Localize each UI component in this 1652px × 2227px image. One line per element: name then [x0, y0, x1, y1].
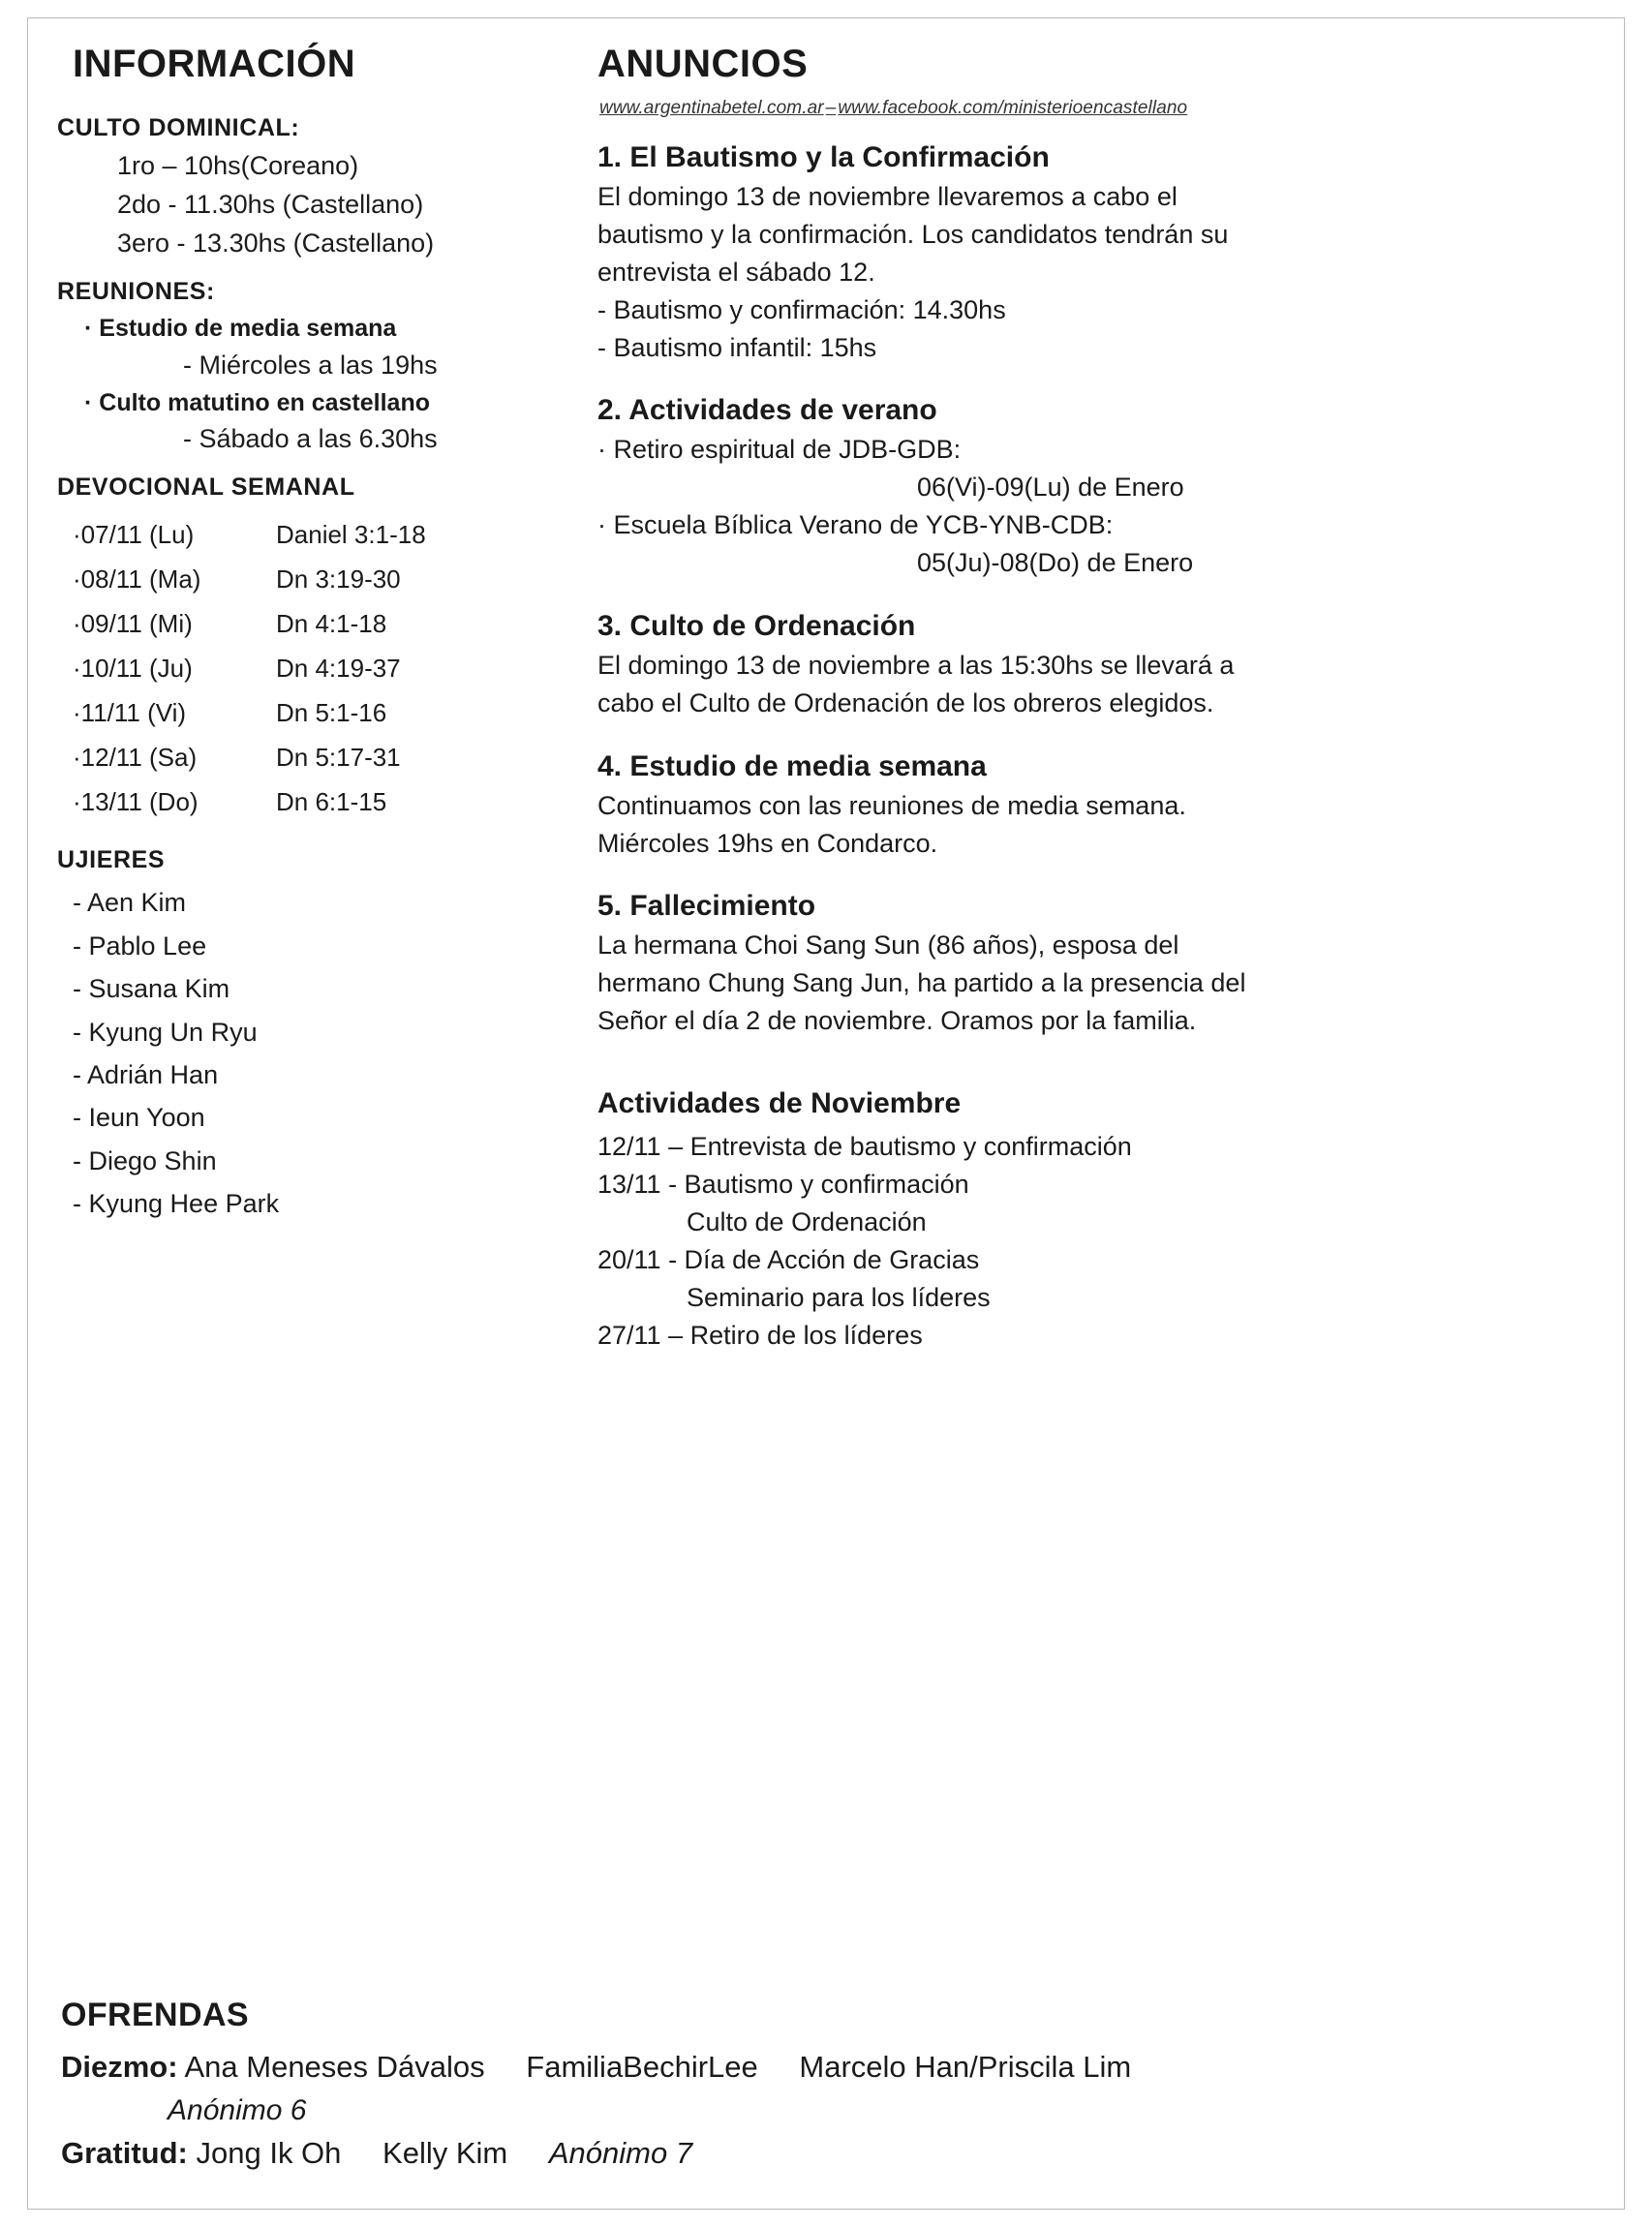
- actividad-item-sub: Seminario para los líderes: [687, 1283, 991, 1313]
- list-item: - Kyung Un Ryu: [73, 1017, 258, 1047]
- announcement-2-line: · Escuela Bíblica Verano de YCB-YNB-CDB:: [597, 510, 1114, 540]
- announcement-1-line: - Bautismo infantil: 15hs: [597, 332, 877, 362]
- announcement-3-line: El domingo 13 de noviembre a las 15:30hs se llevará a: [597, 650, 1235, 680]
- devocional-reading: Dn 4:1-18: [276, 609, 387, 639]
- list-item: - Susana Kim: [73, 974, 230, 1004]
- gratitud-label: Gratitud:: [61, 2135, 188, 2170]
- diezmo-anonymous: Anónimo 6: [168, 2093, 307, 2126]
- announcement-1-title: 1. El Bautismo y la Confirmación: [597, 141, 1050, 173]
- informacion-column: [57, 44, 580, 1226]
- announcement-2-date: 06(Vi)-09(Lu) de Enero: [917, 473, 1184, 503]
- announcement-2: [597, 391, 1595, 582]
- diezmo-name: FamiliaBechirLee: [526, 2050, 758, 2085]
- bullet-dot-icon: ·: [84, 388, 100, 416]
- service-time-1: 1ro – 10hs(Coreano): [117, 151, 359, 181]
- list-item: - Pablo Lee: [73, 930, 207, 961]
- diezmo-name: Ana Meneses Dávalos: [184, 2050, 485, 2085]
- spacer: [57, 459, 570, 473]
- informacion-title: INFORMACIÓN: [73, 43, 356, 85]
- announcement-1-line: - Bautismo y confirmación: 14.30hs: [597, 294, 1006, 324]
- table-row: [73, 690, 426, 735]
- announcement-5-line: La hermana Choi Sang Sun (86 años), esposa del: [597, 930, 1179, 961]
- devocional-date: ·08/11 (Ma): [73, 564, 201, 595]
- devocional-date: ·10/11 (Ju): [73, 654, 193, 684]
- devocional-reading: Dn 6:1-15: [276, 787, 387, 817]
- announcement-5-line: hermano Chung Sang Jun, ha partido a la presencia del: [597, 968, 1246, 998]
- actividad-item-sub: Culto de Ordenación: [687, 1206, 927, 1236]
- ofrendas-section: [28, 1997, 1624, 2174]
- actividad-item: 13/11 - Bautismo y confirmación: [597, 1169, 969, 1199]
- website-links[interactable]: [599, 98, 1595, 119]
- list-item: - Diego Shin: [73, 1145, 217, 1175]
- devocional-reading: Dn 3:19-30: [276, 564, 401, 595]
- table-row: [73, 779, 426, 824]
- reunion-item-1-detail: - Miércoles a las 19hs: [183, 350, 438, 380]
- gratitud-anonymous: Anónimo 7: [548, 2135, 693, 2170]
- devocional-date: ·13/11 (Do): [73, 787, 199, 817]
- table-row: [73, 512, 426, 557]
- bulletin-sheet: [27, 17, 1625, 2210]
- devocional-table: [73, 512, 426, 824]
- announcement-4-title: 4. Estudio de media semana: [597, 749, 987, 782]
- devocional-date: ·07/11 (Lu): [73, 520, 195, 550]
- table-row: [73, 557, 426, 601]
- reunion-item-2-label: Culto matutino en castellano: [99, 388, 430, 416]
- announcement-2-line: · Retiro espiritual de JDB-GDB:: [597, 435, 962, 465]
- ujieres-heading: UJIERES: [57, 846, 166, 874]
- culto-dominical-heading: CULTO DOMINICAL:: [57, 114, 300, 141]
- table-row: [73, 735, 426, 779]
- diezmo-row: [61, 2046, 1591, 2088]
- announcement-5: [597, 887, 1595, 1040]
- actividad-item: 20/11 - Día de Acción de Gracias: [597, 1244, 980, 1274]
- spacer: [57, 824, 570, 845]
- list-item: - Ieun Yoon: [73, 1103, 205, 1133]
- list-item: - Aen Kim: [73, 888, 187, 918]
- announcement-1-line: El domingo 13 de noviembre llevaremos a cabo el: [597, 182, 1178, 211]
- two-column-body: [28, 18, 1624, 1355]
- actividad-item: 12/11 – Entrevista de bautismo y confirmación: [597, 1131, 1132, 1161]
- announcement-4-line: Miércoles 19hs en Condarco.: [597, 828, 938, 858]
- list-item: - Adrián Han: [73, 1060, 219, 1090]
- anuncios-column: [580, 44, 1595, 1355]
- gratitud-name: Jong Ik Oh: [196, 2135, 342, 2170]
- service-time-2: 2do - 11.30hs (Castellano): [117, 190, 424, 220]
- gratitud-name: Kelly Kim: [382, 2135, 508, 2170]
- devocional-date: ·12/11 (Sa): [73, 743, 198, 773]
- website-url-primary[interactable]: www.argentinabetel.com.ar: [599, 98, 824, 118]
- spacer: [57, 263, 570, 277]
- url-separator: –: [825, 98, 837, 118]
- announcement-3-line: cabo el Culto de Ordenación de los obreros elegidos.: [597, 687, 1214, 717]
- devocional-reading: Dn 4:19-37: [276, 654, 401, 684]
- gratitud-row: [61, 2132, 1591, 2174]
- diezmo-name: Marcelo Han/Priscila Lim: [799, 2050, 1132, 2085]
- devocional-reading: Dn 5:1-16: [276, 698, 387, 728]
- announcement-5-line: Señor el día 2 de noviembre. Oramos por la familia.: [597, 1006, 1197, 1036]
- devocional-heading: DEVOCIONAL SEMANAL: [57, 473, 355, 501]
- actividad-item: 27/11 – Retiro de los líderes: [597, 1321, 923, 1351]
- announcement-5-title: 5. Fallecimiento: [597, 890, 816, 923]
- actividades-noviembre-title: Actividades de Noviembre: [597, 1087, 962, 1119]
- announcement-4: [597, 747, 1595, 863]
- table-row: [73, 601, 426, 646]
- list-item: - Kyung Hee Park: [73, 1189, 280, 1219]
- bullet-dot-icon: ·: [84, 315, 100, 343]
- announcement-3: [597, 607, 1595, 722]
- actividades-noviembre: [597, 1084, 1595, 1355]
- reunion-item-1-label: Estudio de media semana: [99, 315, 397, 343]
- reuniones-heading: REUNIONES:: [57, 278, 215, 306]
- ofrendas-title: OFRENDAS: [61, 1997, 249, 2034]
- announcement-1: [597, 138, 1595, 366]
- reunion-item-1: [84, 311, 570, 346]
- reunion-item-2-detail: - Sábado a las 6.30hs: [183, 423, 438, 453]
- announcement-2-title: 2. Actividades de verano: [597, 394, 937, 427]
- diezmo-label: Diezmo:: [61, 2050, 178, 2085]
- announcement-3-title: 3. Culto de Ordenación: [597, 609, 916, 642]
- devocional-date: ·11/11 (Vi): [73, 698, 187, 728]
- devocional-reading: Dn 5:17-31: [276, 743, 401, 773]
- announcement-1-line: entrevista el sábado 12.: [597, 257, 875, 287]
- table-row: [73, 646, 426, 690]
- anuncios-title: ANUNCIOS: [597, 43, 809, 85]
- announcement-2-date: 05(Ju)-08(Do) de Enero: [917, 548, 1194, 577]
- website-url-facebook[interactable]: www.facebook.com/ministerioencastellano: [838, 98, 1188, 118]
- ujieres-list: [73, 881, 570, 1226]
- announcement-1-line: bautismo y la confirmación. Los candidatos tendrán su: [597, 219, 1229, 249]
- service-time-3: 3ero - 13.30hs (Castellano): [117, 229, 435, 259]
- devocional-reading: Daniel 3:1-18: [276, 520, 426, 550]
- announcement-4-line: Continuamos con las reuniones de media semana.: [597, 790, 1186, 820]
- devocional-date: ·09/11 (Mi): [73, 609, 193, 639]
- reunion-item-2: [84, 385, 570, 420]
